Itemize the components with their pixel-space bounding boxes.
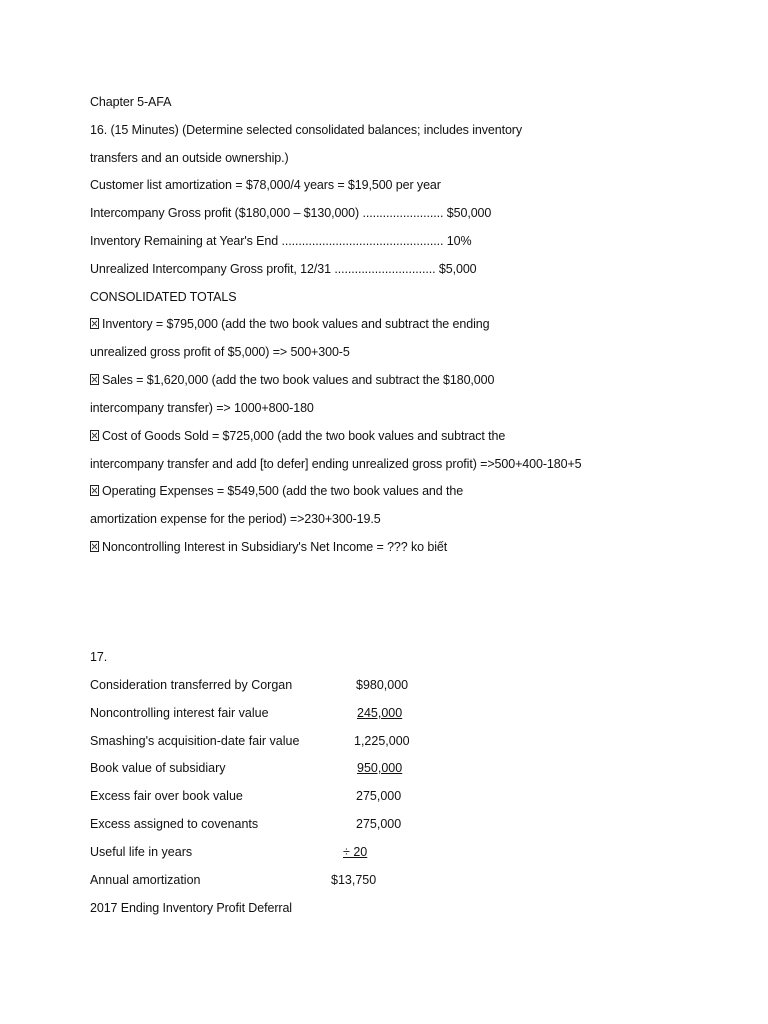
q17-row-label: Book value of subsidiary — [90, 761, 226, 775]
bullet-sales — [90, 372, 494, 388]
bullet-cogs-cont: intercompany transfer and add [to defer] ending unrealized gross profit) =>500+400-180+5 — [90, 457, 582, 471]
unrealized-gross-profit: Unrealized Intercompany Gross profit, 12/31 .............................. $5,000 — [90, 262, 477, 276]
missing-glyph-icon — [90, 485, 99, 496]
bullet-operating-expenses — [90, 483, 463, 499]
bullet-text: Cost of Goods Sold = $725,000 (add the two book values and subtract the — [102, 429, 506, 443]
q17-row-value: $980,000 — [356, 678, 409, 692]
bullet-noncontrolling-interest — [90, 539, 447, 555]
bullet-inventory — [90, 316, 489, 332]
q17-row-label: Useful life in years — [90, 845, 193, 859]
missing-glyph-icon — [90, 430, 99, 441]
missing-glyph-icon — [90, 374, 99, 385]
q17-row-value: ÷ 20 — [343, 845, 368, 859]
customer-list-amortization: Customer list amortization = $78,000/4 years = $19,500 per year — [90, 178, 441, 192]
bullet-sales-cont: intercompany transfer) => 1000+800-180 — [90, 401, 314, 415]
q17-row-value: 275,000 — [356, 789, 402, 803]
q17-label: 17. — [90, 650, 108, 664]
q17-row-label: Smashing's acquisition-date fair value — [90, 734, 300, 748]
q16-heading-line2: transfers and an outside ownership.) — [90, 151, 289, 165]
intercompany-gross-profit: Intercompany Gross profit ($180,000 – $130,000) ........................ $50,000 — [90, 206, 492, 220]
bullet-inventory-cont: unrealized gross profit of $5,000) => 500+300-5 — [90, 345, 350, 359]
q17-row-value: $13,750 — [331, 873, 377, 887]
missing-glyph-icon — [90, 318, 99, 329]
bullet-text: Operating Expenses = $549,500 (add the two book values and the — [102, 484, 464, 498]
consolidated-totals-heading: CONSOLIDATED TOTALS — [90, 290, 237, 304]
q17-row-label: Excess fair over book value — [90, 789, 243, 803]
inventory-remaining: Inventory Remaining at Year's End ................................................ 10% — [90, 234, 472, 248]
q17-row-label: Annual amortization — [90, 873, 201, 887]
inventory-profit-deferral: 2017 Ending Inventory Profit Deferral — [90, 901, 292, 915]
bullet-cogs — [90, 428, 505, 444]
q17-row-label: Consideration transferred by Corgan — [90, 678, 293, 692]
q17-row-value: 1,225,000 — [354, 734, 410, 748]
q17-row-label: Excess assigned to covenants — [90, 817, 259, 831]
missing-glyph-icon — [90, 541, 99, 552]
q17-row-value: 950,000 — [357, 761, 403, 775]
q16-heading-line1: 16. (15 Minutes) (Determine selected consolidated balances; includes inventory — [90, 123, 523, 137]
bullet-text: Sales = $1,620,000 (add the two book values and subtract the $180,000 — [102, 373, 495, 387]
q17-row-value: 245,000 — [357, 706, 403, 720]
bullet-text: Noncontrolling Interest in Subsidiary's Net Income = ??? ko biết — [102, 540, 448, 554]
bullet-text: Inventory = $795,000 (add the two book values and subtract the ending — [102, 317, 490, 331]
bullet-operating-expenses-cont: amortization expense for the period) =>230+300-19.5 — [90, 512, 381, 526]
q17-row-value: 275,000 — [356, 817, 402, 831]
document-title: Chapter 5-AFA — [90, 95, 172, 109]
q17-row-label: Noncontrolling interest fair value — [90, 706, 269, 720]
